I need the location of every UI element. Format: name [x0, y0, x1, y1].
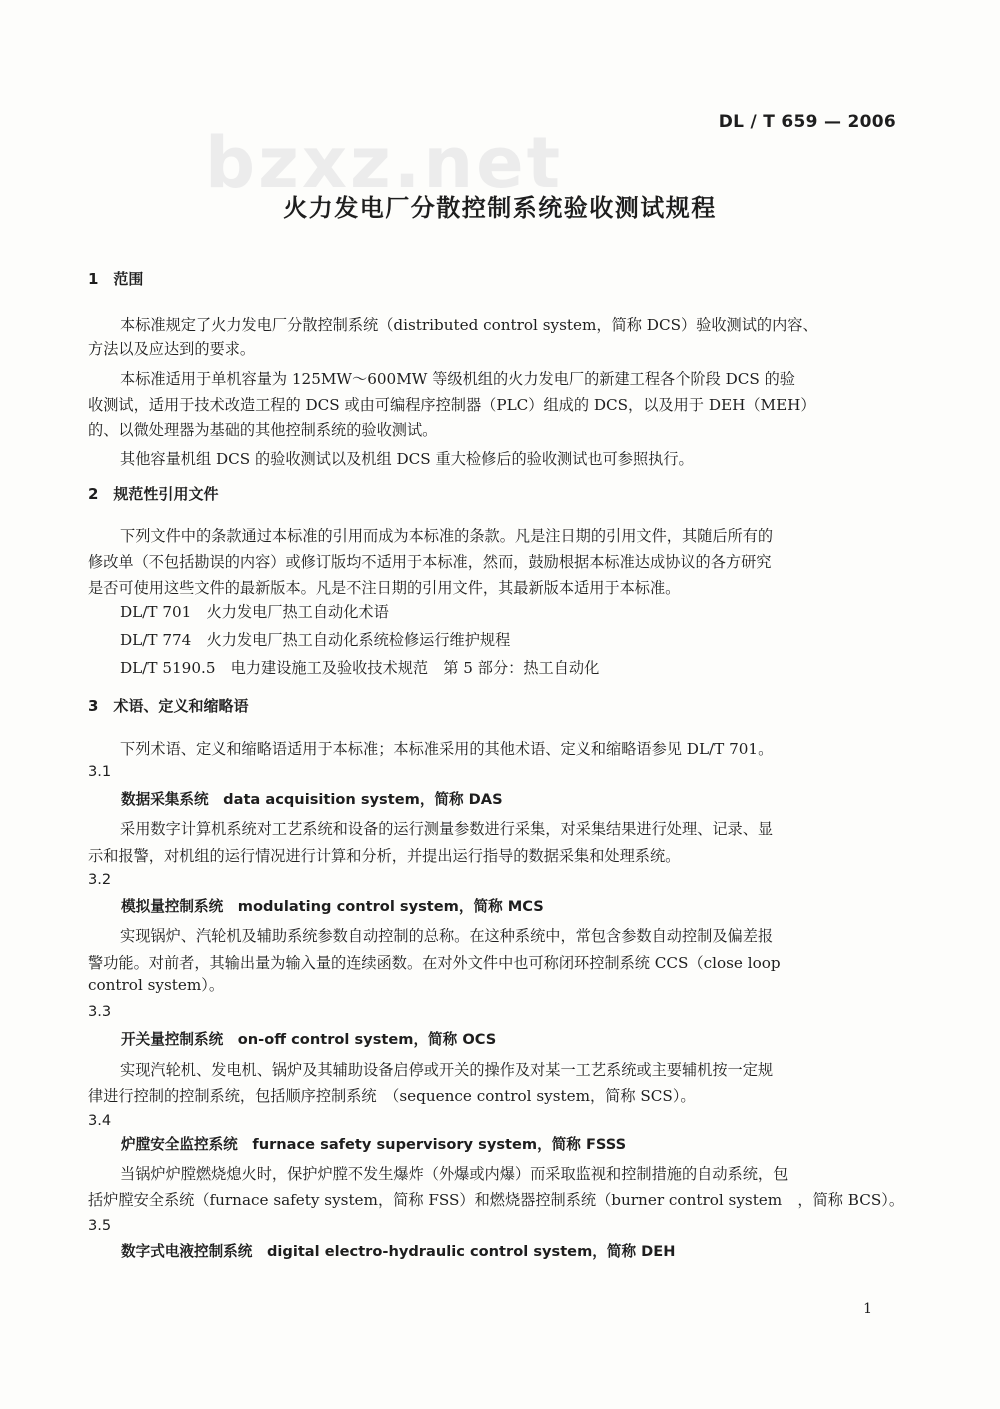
definition-line: 括炉膛安全系统（furnace safety system，简称 FSS）和燃烧器控制系统（burner control system ，简称 BCS）。: [88, 1191, 905, 1209]
term-title: 数据采集系统 data acquisition system，简称 DAS: [121, 791, 503, 808]
term-title: 炉膛安全监控系统 furnace safety supervisory system，简称 FSSS: [121, 1136, 627, 1153]
paragraph-line: 是否可使用这些文件的最新版本。凡是不注日期的引用文件，其最新版本适用于本标准。: [88, 579, 681, 597]
definition-line: 警功能。对前者，其输出量为输入量的连续函数。在对外文件中也可称闭环控制系统 CCS（close loop: [88, 954, 781, 972]
definition-line: control system）。: [88, 976, 225, 994]
clause-number: 3.2: [88, 871, 112, 888]
clause-number: 3.1: [88, 763, 112, 780]
definition-line: 采用数字计算机系统对工艺系统和设备的运行测量参数进行采集，对采集结果进行处理、记录、显: [120, 820, 774, 838]
term-title: 模拟量控制系统 modulating control system，简称 MCS: [121, 898, 544, 915]
definition-line: 律进行控制的控制系统，包括顺序控制系统 （sequence control system，简称 SCS）。: [88, 1087, 696, 1105]
reference-item: DL/T 5190.5 电力建设施工及验收技术规范 第 5 部分：热工自动化: [120, 659, 600, 677]
clause-number: 3.3: [88, 1003, 112, 1020]
definition-line: 示和报警，对机组的运行情况进行计算和分析，并提出运行指导的数据采集和处理系统。: [88, 847, 681, 865]
document-title: 火力发电厂分散控制系统验收测试规程: [283, 194, 717, 222]
watermark: bzxz.net: [205, 122, 564, 204]
clause-number: 3.4: [88, 1112, 112, 1129]
term-title: 数字式电液控制系统 digital electro-hydraulic control system，简称 DEH: [121, 1243, 676, 1260]
paragraph-line: 的、以微处理器为基础的其他控制系统的验收测试。: [88, 421, 438, 439]
paragraph-line: 下列术语、定义和缩略语适用于本标准；本标准采用的其他术语、定义和缩略语参见 DL/T 701。: [120, 740, 774, 758]
definition-line: 当锅炉炉膛燃烧熄火时，保护炉膛不发生爆炸（外爆或内爆）而采取监视和控制措施的自动系统，包: [120, 1165, 789, 1183]
term-title: 开关量控制系统 on-off control system，简称 OCS: [121, 1031, 497, 1048]
definition-line: 实现锅炉、汽轮机及辅助系统参数自动控制的总称。在这种系统中，常包含参数自动控制及偏差报: [120, 927, 774, 945]
paragraph-line: 收测试，适用于技术改造工程的 DCS 或由可编程序控制器（PLC）组成的 DCS，以及用于 DEH（MEH）: [88, 396, 816, 414]
reference-item: DL/T 701 火力发电厂热工自动化术语: [120, 603, 389, 621]
paragraph-line: 本标准规定了火力发电厂分散控制系统（distributed control system，简称 DCS）验收测试的内容、: [120, 316, 818, 334]
definition-line: 实现汽轮机、发电机、锅炉及其辅助设备启停或开关的操作及对某一工艺系统或主要辅机按一定规: [120, 1061, 774, 1079]
paragraph-line: 其他容量机组 DCS 的验收测试以及机组 DCS 重大检修后的验收测试也可参照执行。: [120, 450, 694, 468]
paragraph-line: 方法以及应达到的要求。: [88, 340, 256, 358]
page-number: 1: [863, 1301, 872, 1317]
section-heading: 3 术语、定义和缩略语: [88, 697, 249, 715]
reference-item: DL/T 774 火力发电厂热工自动化系统检修运行维护规程: [120, 631, 511, 649]
clause-number: 3.5: [88, 1217, 112, 1234]
standard-code: DL / T 659 — 2006: [718, 112, 896, 132]
section-heading: 2 规范性引用文件: [88, 485, 219, 503]
section-heading: 1 范围: [88, 270, 144, 288]
paragraph-line: 下列文件中的条款通过本标准的引用而成为本标准的条款。凡是注日期的引用文件，其随后所有的: [120, 527, 774, 545]
paragraph-line: 本标准适用于单机容量为 125MW～600MW 等级机组的火力发电厂的新建工程各个阶段 DCS 的验: [120, 370, 795, 388]
paragraph-line: 修改单（不包括勘误的内容）或修订版均不适用于本标准，然而，鼓励根据本标准达成协议的各方研究: [88, 553, 772, 571]
